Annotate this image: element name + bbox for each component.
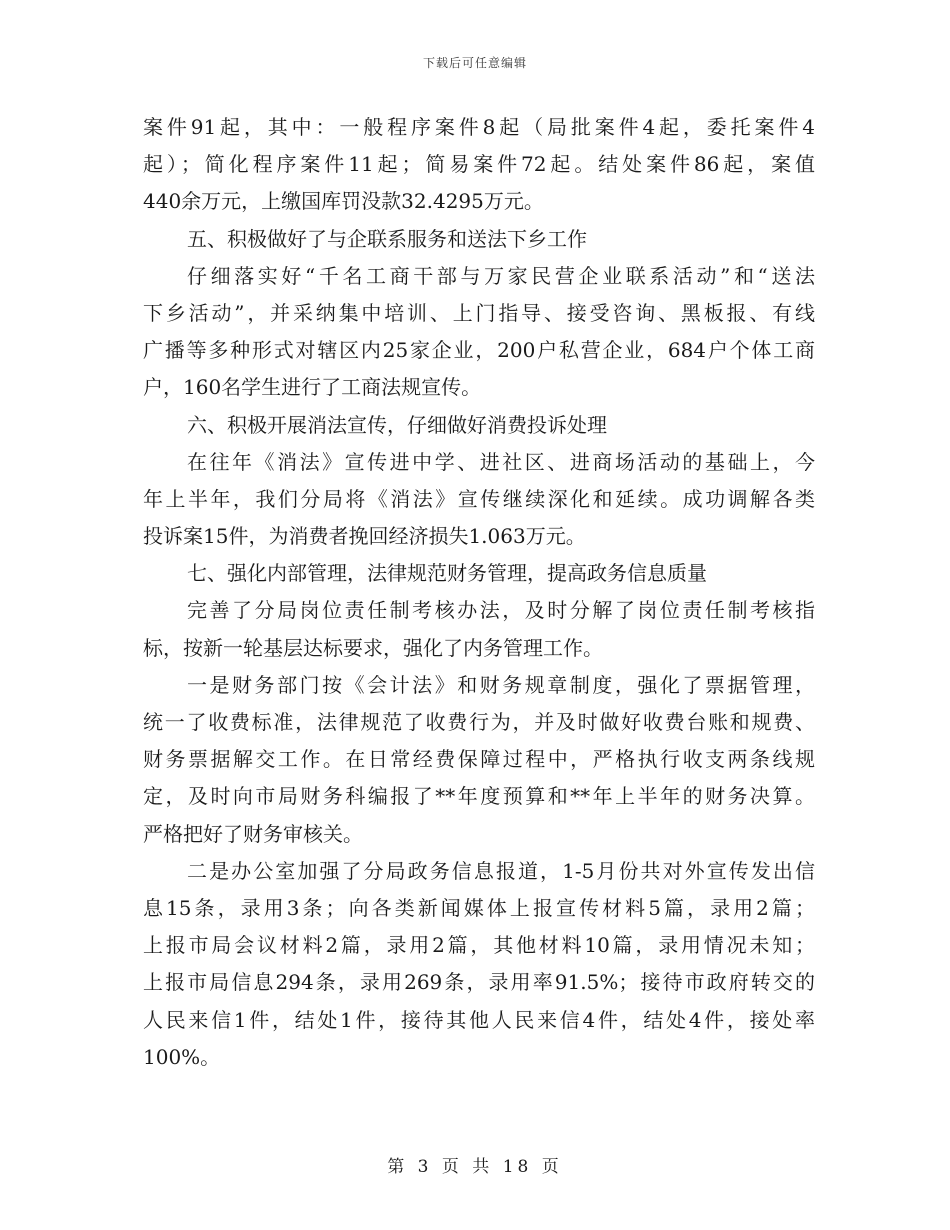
body-line: 广播等多种形式对辖区内25家企业，200户私营企业，684户个体工商 (143, 338, 815, 363)
body-line: 标，按新一轮基层达标要求，强化了内务管理工作。 (143, 635, 603, 660)
body-line: 年上半年，我们分局将《消法》宣传继续深化和延续。成功调解各类 (143, 486, 815, 511)
body-line: 一是财务部门按《会计法》和财务规章制度，强化了票据管理， (187, 672, 815, 697)
body-line: 投诉案15件，为消费者挽回经济损失1.063万元。 (143, 524, 586, 549)
body-line: 440余万元，上缴国库罚没款32.4295万元。 (143, 189, 544, 214)
section-heading: 六、积极开展消法宣传，仔细做好消费投诉处理 (187, 412, 607, 437)
body-line: 在往年《消法》宣传进中学、进社区、进商场活动的基础上，今 (187, 449, 815, 474)
body-line: 定，及时向市局财务科编报了**年度预算和**年上半年的财务决算。 (143, 784, 815, 809)
page-header-note: 下载后可任意编辑 (422, 56, 527, 70)
body-line: 上报市局会议材料2篇，录用2篇，其他材料10篇，录用情况未知； (143, 933, 815, 958)
body-line: 上报市局信息294条，录用269条，录用率91.5%；接待市政府转交的 (143, 970, 815, 995)
body-line: 二是办公室加强了分局政务信息报道，1-5月份共对外宣传发出信 (187, 858, 815, 883)
body-line: 人民来信1件，结处1件，接待其他人民来信4件，结处4件，接处率 (143, 1007, 815, 1032)
body-line: 下乡活动”，并采纳集中培训、上门指导、接受咨询、黑板报、有线 (143, 300, 815, 325)
section-heading: 七、强化内部管理，法律规范财务管理，提高政务信息质量 (187, 561, 707, 586)
body-line: 仔细落实好“千名工商干部与万家民营企业联系活动”和“送法 (187, 263, 815, 288)
section-heading: 五、积极做好了与企联系服务和送法下乡工作 (187, 226, 587, 251)
body-line: 户，160名学生进行了工商法规宣传。 (143, 375, 482, 400)
document-body (143, 109, 815, 1076)
body-line: 严格把好了财务审核关。 (143, 821, 363, 846)
body-line: 100%。 (143, 1044, 221, 1069)
body-line: 案件91起，其中：一般程序案件8起（局批案件4起，委托案件4 (143, 115, 815, 139)
page-number-footer: 第 3 页 共 18 页 (387, 1157, 563, 1177)
body-line: 财务票据解交工作。在日常经费保障过程中，严格执行收支两条线规 (143, 747, 815, 772)
body-line: 完善了分局岗位责任制考核办法，及时分解了岗位责任制考核指 (187, 598, 815, 623)
body-line: 统一了收费标准，法律规范了收费行为，并及时做好收费台账和规费、 (143, 710, 815, 734)
body-line: 息15条，录用3条；向各类新闻媒体上报宣传材料5篇，录用2篇； (143, 895, 815, 920)
body-line: 起）；简化程序案件11起；简易案件72起。结处案件86起，案值 (143, 152, 815, 177)
